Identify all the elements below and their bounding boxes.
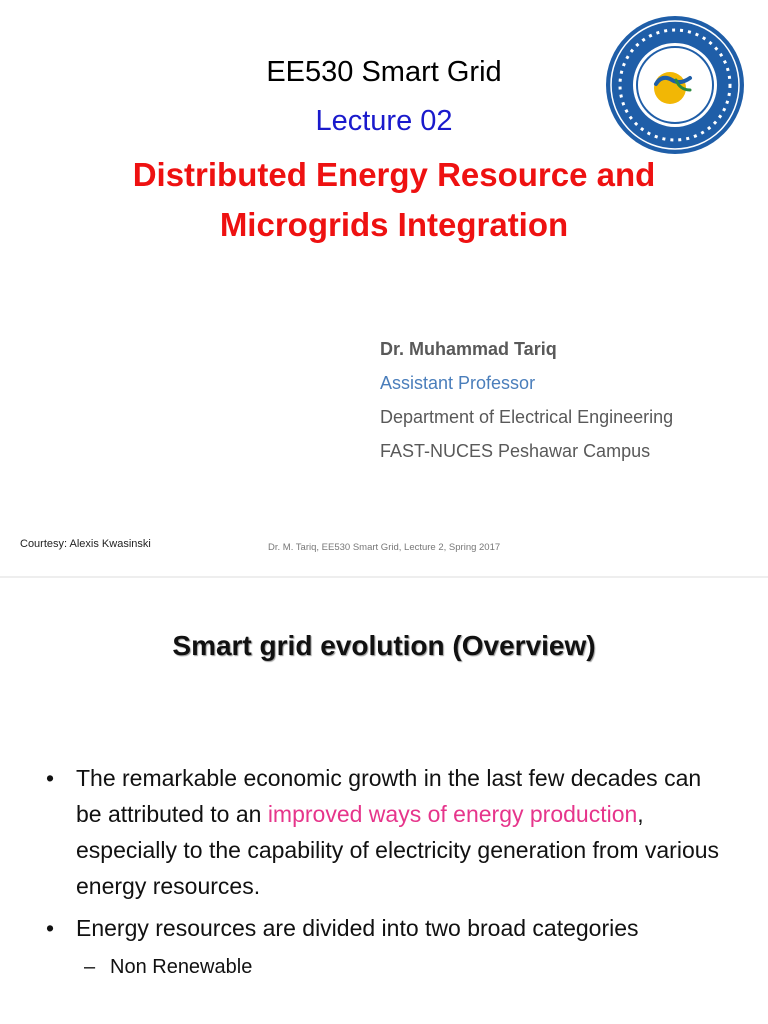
overview-slide xyxy=(0,578,768,1024)
bullet-item xyxy=(46,760,726,904)
bullet-dot-icon: • xyxy=(46,915,55,941)
lecture-title-line1: Distributed Energy Resource and xyxy=(132,156,656,193)
bullet-text: , especially to the capability of electricity generation from various energy resources. xyxy=(76,801,720,899)
bullet-dot-icon: • xyxy=(46,765,55,791)
courtesy-note: Courtesy: Alexis Kwasinski xyxy=(20,538,151,550)
author-position: Assistant Professor xyxy=(380,373,536,393)
slide-footer: Dr. M. Tariq, EE530 Smart Grid, Lecture 2, Spring 2017 xyxy=(268,542,501,553)
dash-icon: – xyxy=(84,956,96,978)
lecture-number: Lecture 02 xyxy=(315,105,453,137)
university-seal-icon xyxy=(604,14,746,156)
slide-title: Smart grid evolution (Overview) xyxy=(172,630,596,661)
sub-bullet-item xyxy=(46,952,726,982)
lecture-title-line2: Microgrids Integration xyxy=(219,206,569,243)
course-title: EE530 Smart Grid xyxy=(266,56,502,88)
author-name: Dr. Muhammad Tariq xyxy=(380,339,557,359)
lecture-title xyxy=(80,150,708,250)
bullet-text: The remarkable economic growth in the last few decades can be attributed to an xyxy=(76,765,702,827)
author-block xyxy=(380,332,673,468)
bullet-item xyxy=(46,910,726,946)
bullet-list xyxy=(46,760,726,982)
highlighted-text: improved ways of energy production xyxy=(267,801,638,827)
bullet-text: Energy resources are divided into two broad categories xyxy=(76,915,639,941)
sub-bullet-text: Non Renewable xyxy=(110,956,253,978)
author-department: Department of Electrical Engineering xyxy=(380,407,674,427)
author-campus: FAST-NUCES Peshawar Campus xyxy=(380,441,651,461)
